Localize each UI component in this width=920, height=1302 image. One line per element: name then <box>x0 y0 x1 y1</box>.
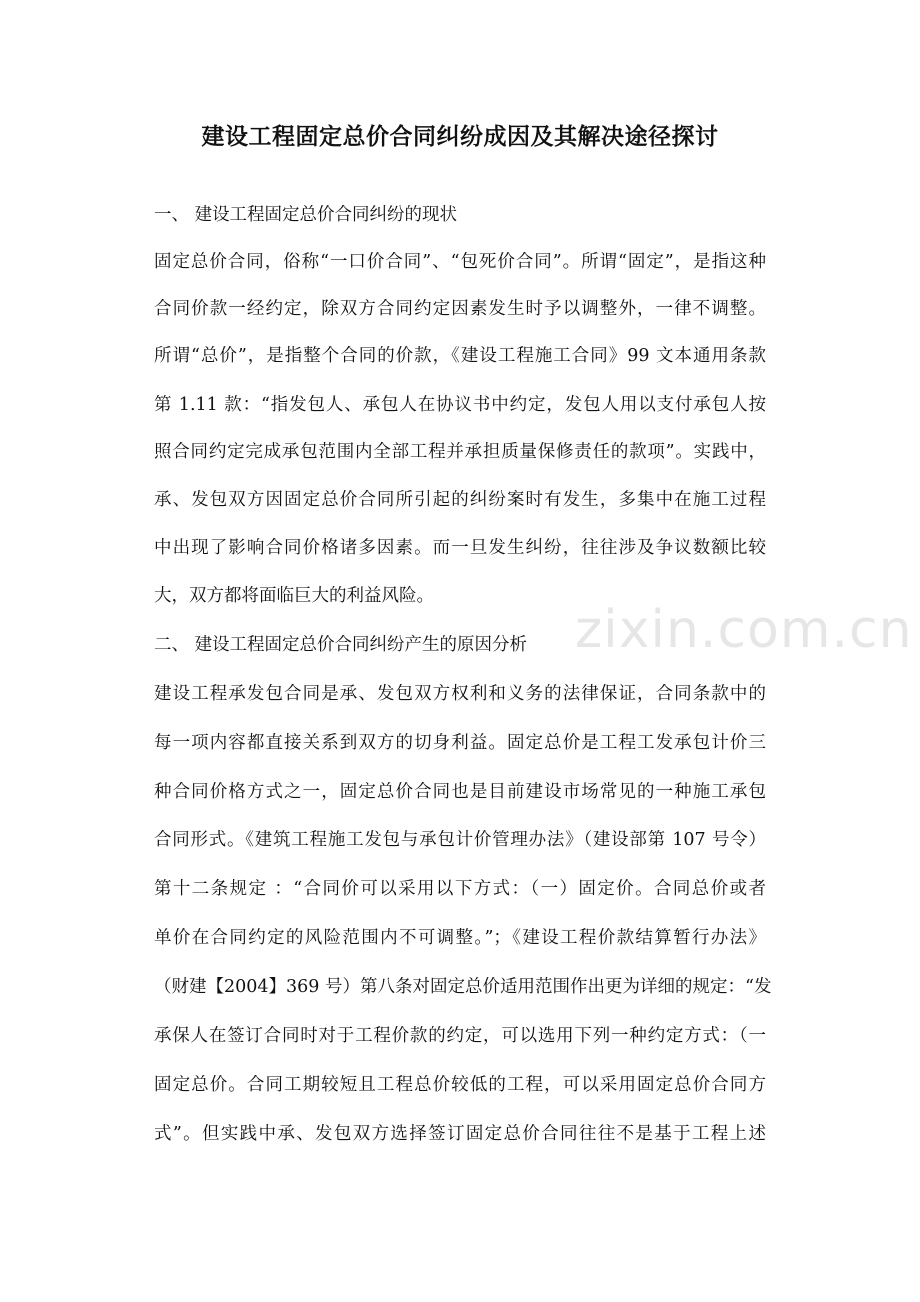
paragraph-line: 承、发包双方因固定总价合同所引起的纠纷案时有发生，多集中在施工过程 <box>154 490 766 510</box>
paragraph-line: 种合同价格方式之一，固定总价合同也是目前建设市场常见的一种施工承包 <box>154 782 766 802</box>
paragraph-line: （财建【2004】369 号）第八条对固定总价适用范围作出更为详细的规定：“发 <box>154 977 772 997</box>
paragraph-line: 单价在合同约定的风险范围内不可调整。”；《建设工程价款结算暂行办法》 <box>154 928 766 948</box>
paragraph-line: 每一项内容都直接关系到双方的切身利益。固定总价是工程工发承包计价三 <box>154 733 766 753</box>
section-heading-2: 二、 建设工程固定总价合同纠纷产生的原因分析 <box>154 635 528 655</box>
paragraph-line: 中出现了影响合同价格诸多因素。而一旦发生纠纷，往往涉及争议数额比较 <box>154 538 766 558</box>
paragraph-line: 建设工程承发包合同是承、发包双方权利和义务的法律保证，合同条款中的 <box>154 684 766 704</box>
paragraph-line: 固定总价合同，俗称“一口价合同”、“包死价合同”。所谓“固定”，是指这种 <box>154 252 766 272</box>
paragraph-line: 第十二条规定 ：“合同价可以采用以下方式：（一）固定价。合同总价或者 <box>154 879 766 899</box>
watermark-text: zixin.com.cn <box>575 600 913 660</box>
paragraph-line: 式”。但实践中承、发包双方选择签订固定总价合同往往不是基于工程上述 <box>154 1124 766 1144</box>
paragraph-line: 固定总价。合同工期较短且工程总价较低的工程，可以采用固定总价合同方 <box>154 1075 766 1095</box>
paragraph-line: 合同形式。《建筑工程施工发包与承包计价管理办法》（建设部第 107 号令） <box>154 830 766 850</box>
paragraph-line: 承保人在签订合同时对于工程价款的约定，可以选用下列一种约定方式：（一 <box>154 1026 766 1046</box>
paragraph-line: 所谓“总价”，是指整个合同的价款，《建设工程施工合同》99 文本通用条款 <box>154 346 766 366</box>
document-title: 建设工程固定总价合同纠纷成因及其解决途径探讨 <box>201 124 719 150</box>
paragraph-line: 大，双方都将面临巨大的利益风险。 <box>154 586 434 606</box>
paragraph-line: 第 1.11 款：“指发包人、承包人在协议书中约定，发包人用以支付承包人按 <box>154 395 766 415</box>
section-heading-1: 一、 建设工程固定总价合同纠纷的现状 <box>154 205 458 225</box>
paragraph-line: 照合同约定完成承包范围内全部工程并承担质量保修责任的款项”。实践中， <box>154 442 766 462</box>
paragraph-line: 合同价款一经约定，除双方合同约定因素发生时予以调整外，一律不调整。 <box>154 299 766 319</box>
